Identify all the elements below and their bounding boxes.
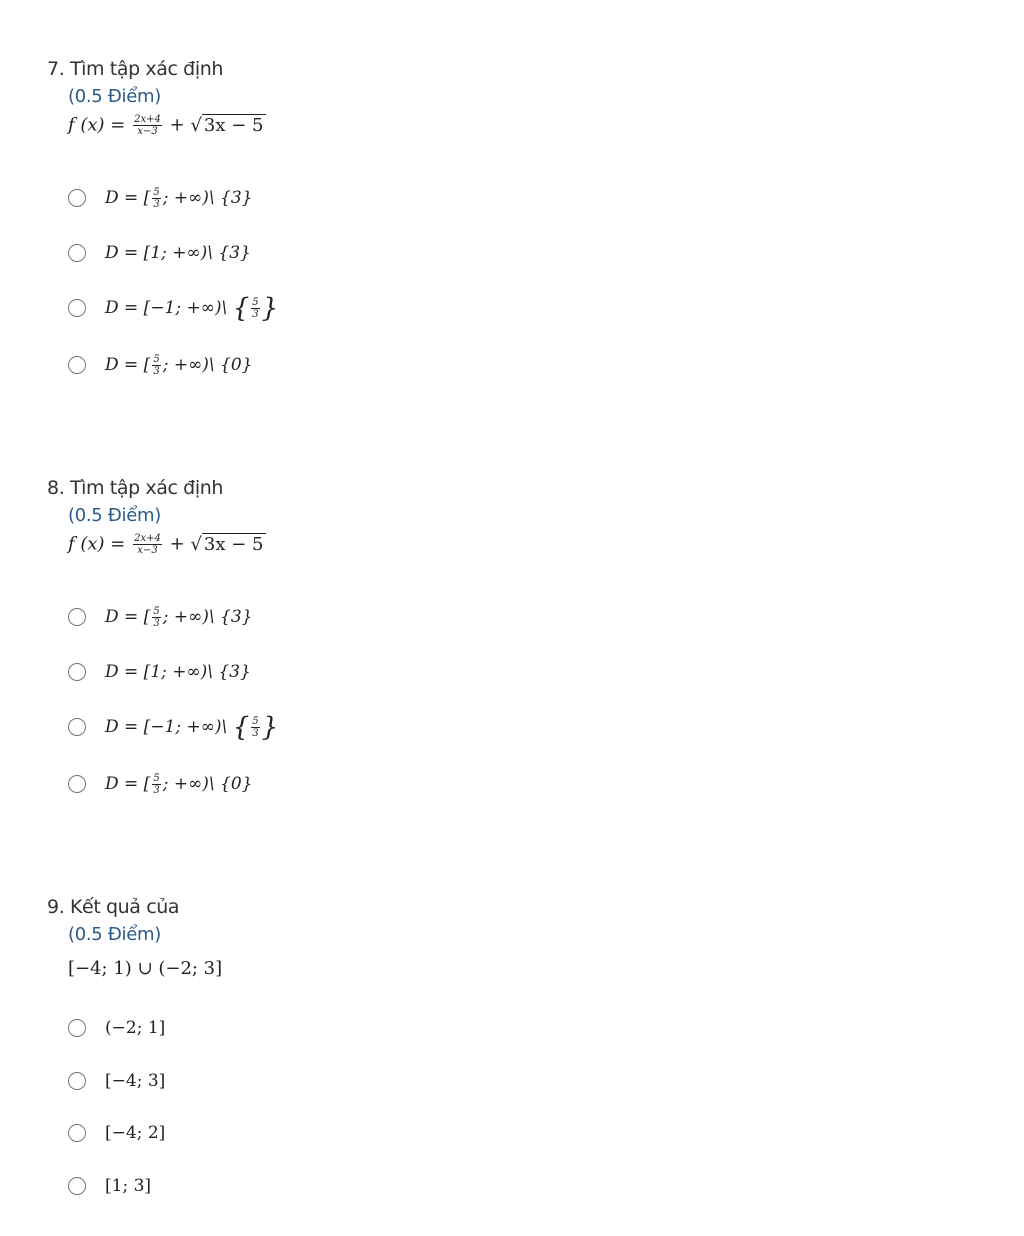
fraction-denominator: 3 <box>153 617 160 629</box>
option-fraction <box>152 187 160 210</box>
option-fraction <box>152 606 160 629</box>
option-label <box>105 293 279 323</box>
option-prefix: D = [−1; +∞)\ <box>105 297 233 318</box>
question-title: 7. Tìm tập xác định <box>47 58 223 80</box>
fraction-numerator: 5 <box>153 772 160 784</box>
option-fraction <box>152 354 160 377</box>
fraction-denominator: 3 <box>252 727 259 739</box>
fraction-numerator: 5 <box>252 296 259 308</box>
question-points: (0.5 Điểm) <box>68 924 161 945</box>
option-prefix: D = [ <box>105 354 151 375</box>
radio-unchecked-icon[interactable] <box>68 1019 86 1037</box>
radio-unchecked-icon[interactable] <box>68 189 86 207</box>
option-fraction <box>251 716 259 739</box>
question-title: 9. Kết quả của <box>47 896 180 918</box>
fraction-numerator: 2x+4 <box>134 114 161 125</box>
option-prefix: D = [ <box>105 773 151 794</box>
question-expression: [−4; 1) ∪ (−2; 3] <box>68 958 223 979</box>
answer-option-d[interactable] <box>68 1171 151 1201</box>
option-label: [1; 3] <box>105 1176 152 1196</box>
formula-fraction <box>133 533 162 556</box>
sqrt-radicand: 3x − 5 <box>203 533 264 555</box>
square-root <box>190 534 265 555</box>
option-fraction <box>251 297 259 320</box>
fraction-denominator: x−3 <box>137 545 158 556</box>
answer-option-c[interactable] <box>68 293 278 323</box>
square-root <box>190 115 265 136</box>
answer-option-d[interactable] <box>68 350 252 380</box>
fraction-numerator: 5 <box>153 353 160 365</box>
formula-plus: + <box>169 533 185 555</box>
option-fraction <box>152 773 160 796</box>
option-suffix: ; +∞)\ {0} <box>162 354 253 375</box>
radio-unchecked-icon[interactable] <box>68 775 86 793</box>
brace-open: { <box>232 712 250 742</box>
option-label: [−4; 2] <box>105 1123 166 1143</box>
sqrt-sign-icon: √ <box>190 533 202 555</box>
answer-option-a[interactable] <box>68 183 252 213</box>
radio-unchecked-icon[interactable] <box>68 608 86 626</box>
radio-unchecked-icon[interactable] <box>68 1177 86 1195</box>
brace-close: } <box>261 293 279 323</box>
radio-unchecked-icon[interactable] <box>68 1072 86 1090</box>
brace-close: } <box>261 712 279 742</box>
option-suffix: ; +∞)\ {3} <box>162 187 253 208</box>
option-prefix: D = [−1; +∞)\ <box>105 716 233 737</box>
option-label: D = [1; +∞)\ {3} <box>105 243 251 263</box>
formula-lhs: f (x) = <box>68 533 126 555</box>
question-formula <box>68 114 266 144</box>
fraction-numerator: 2x+4 <box>134 533 161 544</box>
question-formula <box>68 533 266 563</box>
answer-option-c[interactable] <box>68 712 278 742</box>
brace-open: { <box>232 293 250 323</box>
fraction-numerator: 5 <box>252 715 259 727</box>
sqrt-radicand: 3x − 5 <box>203 114 264 136</box>
fraction-numerator: 5 <box>153 186 160 198</box>
question-points: (0.5 Điểm) <box>68 86 161 107</box>
radio-unchecked-icon[interactable] <box>68 356 86 374</box>
answer-option-b[interactable] <box>68 1066 165 1096</box>
fraction-denominator: 3 <box>153 198 160 210</box>
option-label <box>105 606 252 629</box>
option-label: [−4; 3] <box>105 1071 166 1091</box>
radio-unchecked-icon[interactable] <box>68 718 86 736</box>
answer-option-a[interactable] <box>68 1013 165 1043</box>
formula-plus: + <box>169 114 185 136</box>
formula-lhs: f (x) = <box>68 114 126 136</box>
option-label: D = [1; +∞)\ {3} <box>105 662 251 682</box>
option-suffix: ; +∞)\ {0} <box>162 773 253 794</box>
option-suffix: ; +∞)\ {3} <box>162 606 253 627</box>
fraction-denominator: 3 <box>153 784 160 796</box>
option-prefix: D = [ <box>105 606 151 627</box>
answer-option-c[interactable] <box>68 1118 165 1148</box>
question-title: 8. Tìm tập xác định <box>47 477 223 499</box>
radio-unchecked-icon[interactable] <box>68 1124 86 1142</box>
formula-fraction <box>133 114 162 137</box>
option-label: (−2; 1] <box>105 1018 166 1038</box>
question-points: (0.5 Điểm) <box>68 505 161 526</box>
option-label <box>105 187 252 210</box>
option-label <box>105 773 252 796</box>
fraction-denominator: x−3 <box>137 126 158 137</box>
option-label <box>105 712 279 742</box>
radio-unchecked-icon[interactable] <box>68 663 86 681</box>
option-label <box>105 354 252 377</box>
fraction-denominator: 3 <box>153 365 160 377</box>
answer-option-b[interactable] <box>68 657 251 687</box>
answer-option-b[interactable] <box>68 238 251 268</box>
answer-option-d[interactable] <box>68 769 252 799</box>
fraction-numerator: 5 <box>153 605 160 617</box>
option-prefix: D = [ <box>105 187 151 208</box>
sqrt-sign-icon: √ <box>190 114 202 136</box>
radio-unchecked-icon[interactable] <box>68 244 86 262</box>
answer-option-a[interactable] <box>68 602 252 632</box>
fraction-denominator: 3 <box>252 308 259 320</box>
radio-unchecked-icon[interactable] <box>68 299 86 317</box>
